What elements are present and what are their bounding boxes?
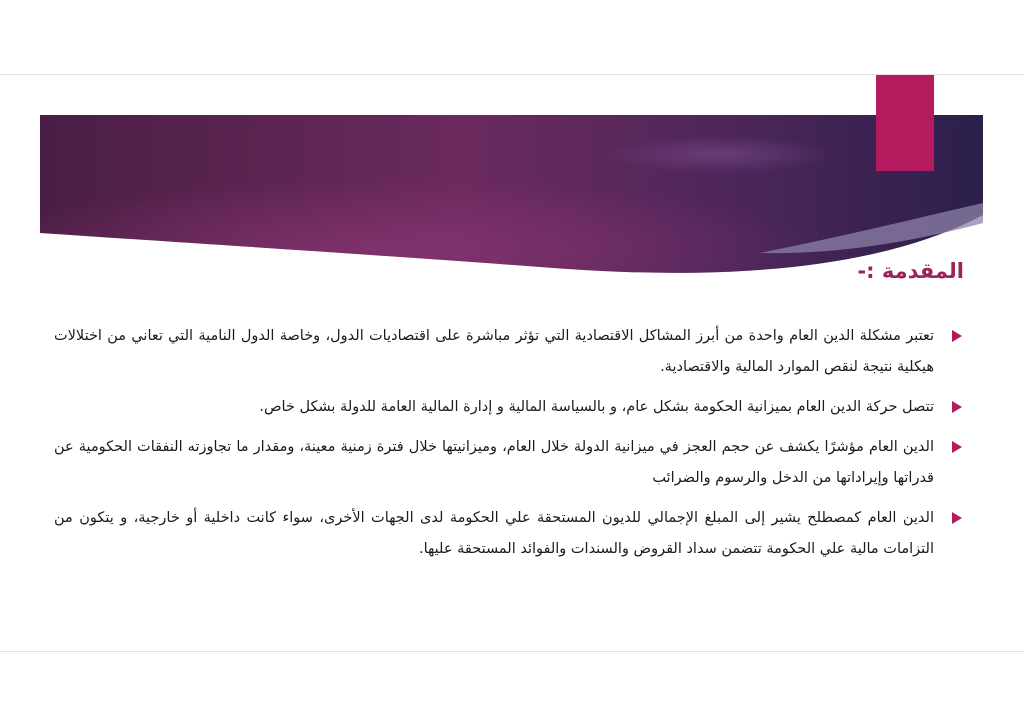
- triangle-bullet-icon: [952, 330, 962, 342]
- slide-title: المقدمة :-: [857, 259, 964, 283]
- bullet-text: الدين العام كمصطلح يشير إلى المبلغ الإجمالي للديون المستحقة علي الحكومة لدى الجهات الأخرى، سواء كانت داخلية أو خارجية، و يتكون من التزامات مالية علي الحكومة تتضمن سداد القروض والسندات والفوائد المستحقة عليها.: [54, 510, 934, 557]
- bullet-text: تتصل حركة الدين العام بميزانية الحكومة بشكل عام، و بالسياسة المالية و إدارة المالية العامة للدولة بشكل خاص.: [259, 399, 934, 415]
- bullet-item: [54, 503, 964, 565]
- triangle-bullet-icon: [952, 441, 962, 453]
- bullet-text: الدين العام مؤشرًا يكشف عن حجم العجز في ميزانية الدولة خلال العام، وميزانيتها خلال فترة زمنية معينة، ومقدار ما تجاوزته النفقات الحكومية عن قدراتها وإيراداتها من الدخل والرسوم والضرائب: [54, 439, 934, 486]
- accent-bar: [876, 75, 934, 171]
- bullet-text: تعتبر مشكلة الدين العام واحدة من أبرز المشاكل الاقتصادية التي تؤثر مباشرة على اقتصاديات الدول، وخاصة الدول النامية التي تعاني من اختلالات هيكلية نتيجة لنقص الموارد المالية والاقتصادية.: [54, 328, 934, 375]
- triangle-bullet-icon: [952, 401, 962, 413]
- slide: [0, 74, 1024, 652]
- bullet-item: [54, 432, 964, 494]
- bullet-item: [54, 392, 964, 423]
- triangle-bullet-icon: [952, 512, 962, 524]
- bullet-item: [54, 321, 964, 383]
- bullet-list: [54, 321, 964, 574]
